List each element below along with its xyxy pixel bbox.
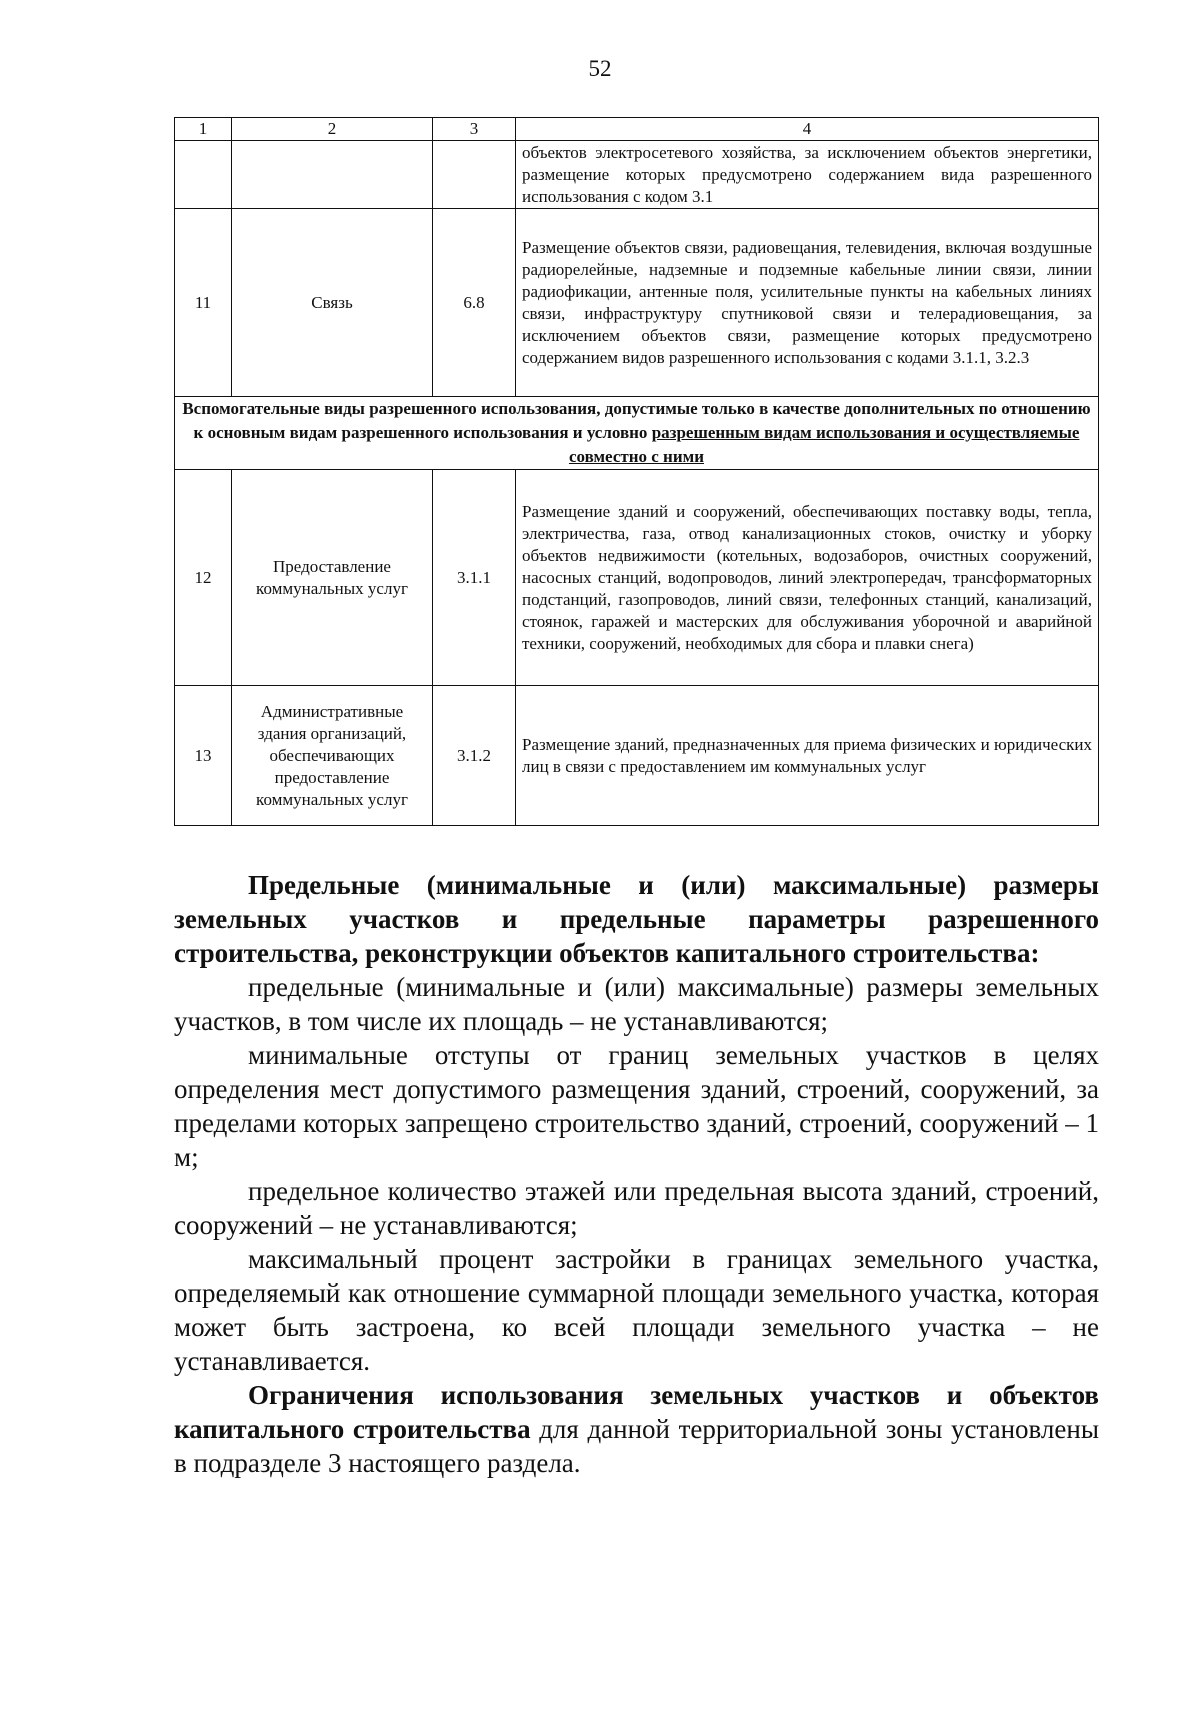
page-number: 52	[588, 56, 612, 81]
table-row	[175, 470, 1099, 686]
column-header-3: 3	[433, 118, 516, 141]
use-type-description: Размещение объектов связи, радиовещания, телевидения, включая воздушные радиорелейные, надземные и подземные кабельные линии связи, линии радиофикации, антенные поля, усилительные пункты на кабельных линиях связи, инфраструктуру спутниковой связи и телерадиовещания, за исключением объектов связи, размещение которых предусмотрено содержанием видов разрешенного использования с кодами 3.1.1, 3.2.3	[516, 209, 1099, 397]
table-row	[175, 686, 1099, 826]
table-row	[175, 141, 1099, 209]
use-type-name	[232, 141, 433, 209]
section-heading: Предельные (минимальные и (или) максимальные) размеры земельных участков и предельные параметры разрешенного строительства, реконструкции объектов капитального строительства:	[174, 870, 1099, 968]
column-header-1: 1	[175, 118, 232, 141]
use-type-name: Связь	[232, 209, 433, 397]
section-header-row	[175, 397, 1099, 470]
restrictions-heading: Ограничения использования земельных участков и объектов капитального строительства	[174, 1380, 1099, 1444]
row-number: 13	[175, 686, 232, 826]
row-number: 11	[175, 209, 232, 397]
use-type-description: объектов электросетевого хозяйства, за исключением объектов энергетики, размещение которых предусмотрено содержанием вида разрешенного использования с кодом 3.1	[516, 141, 1099, 209]
use-type-code: 6.8	[433, 209, 516, 397]
use-type-name: Предоставление коммунальных услуг	[232, 470, 433, 686]
use-type-code	[433, 141, 516, 209]
table-row	[175, 209, 1099, 397]
column-header-4: 4	[516, 118, 1099, 141]
body-text	[174, 868, 1099, 1480]
paragraph: предельное количество этажей или предельная высота зданий, строений, сооружений – не устанавливаются;	[174, 1176, 1099, 1240]
section-header-text: Вспомогательные виды разрешенного использования, допустимые только в качестве дополнительных по отношению к основным видам разрешенного использования и условно	[182, 399, 1091, 442]
use-type-code: 3.1.2	[433, 686, 516, 826]
paragraph: минимальные отступы от границ земельных участков в целях определения мест допустимого размещения зданий, строений, сооружений, за пределами которых запрещено строительство зданий, строений, сооружений – 1 м;	[174, 1040, 1099, 1172]
table-header-row	[175, 118, 1099, 141]
section-header	[175, 397, 1099, 470]
paragraph	[174, 1378, 1099, 1480]
use-type-description: Размещение зданий и сооружений, обеспечивающих поставку воды, тепла, электричества, газа, отвод канализационных стоков, очистку и уборку объектов недвижимости (котельных, водозаборов, очистных сооружений, насосных станций, водопроводов, линий электропередач, трансформаторных подстанций, газопроводов, линий связи, телефонных станций, канализаций, стоянок, гаражей и мастерских для обслуживания уборочной и аварийной техники, сооружений, необходимых для сбора и плавки снега)	[516, 470, 1099, 686]
paragraph: предельные (минимальные и (или) максимальные) размеры земельных участков, в том числе их площадь – не устанавливаются;	[174, 972, 1099, 1036]
land-use-table	[174, 117, 1099, 826]
column-header-2: 2	[232, 118, 433, 141]
restrictions-text: для данной территориальной зоны установлены в подразделе 3 настоящего раздела.	[174, 1414, 1099, 1478]
use-type-description: Размещение зданий, предназначенных для приема физических и юридических лиц в связи с предоставлением им коммунальных услуг	[516, 686, 1099, 826]
use-type-code: 3.1.1	[433, 470, 516, 686]
section-header-text-underlined: разрешенным видам использования и осуществляемые совместно с ними	[568, 423, 1080, 466]
row-number: 12	[175, 470, 232, 686]
row-number	[175, 141, 232, 209]
use-type-name: Административные здания организаций, обеспечивающих предоставление коммунальных услуг	[232, 686, 433, 826]
paragraph: максимальный процент застройки в границах земельного участка, определяемый как отношение суммарной площади земельного участка, которая может быть застроена, ко всей площади земельного участка – не устанавливается.	[174, 1244, 1099, 1376]
